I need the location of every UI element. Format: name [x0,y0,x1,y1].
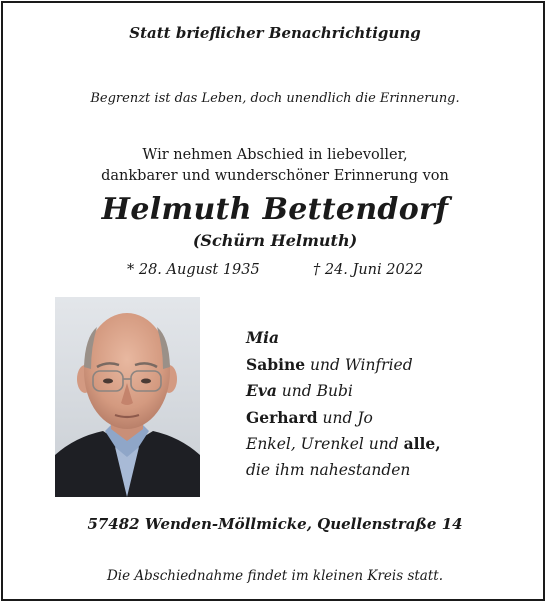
death-date: † 24. Juni 2022 [313,262,424,278]
mourner-row-grandchildren [246,431,441,458]
portrait-photo [55,297,200,497]
intro-text [0,145,550,187]
birth-date: * 28. August 1935 [127,262,260,278]
deceased-name: Helmuth Bettendorf [101,192,449,227]
portrait-illustration [55,297,200,497]
mourner-gerhard: Gerhard [246,407,318,427]
mourners-list [246,325,441,483]
mourner-row-mia [246,325,441,352]
deceased-alias: (Schürn Helmuth) [192,231,358,250]
mourner-row-sabine [246,352,441,379]
closing-note: Die Abschiednahme findet im kleinen Kreis statt. [106,568,443,584]
motto-line: Begrenzt ist das Leben, doch unendlich die Erinnerung. [90,91,460,106]
mourner-mia: Mia [246,328,280,347]
mourner-all: alle, [403,434,441,453]
mourner-row-eva [246,378,441,405]
mourner-sabine: Sabine [246,354,306,374]
intro-line-1: Wir nehmen Abschied in liebevoller, [142,147,408,163]
mourner-row-close-ones [246,458,441,484]
intro-line-2: dankbarer und wunderschöner Erinnerung von [101,168,449,184]
mourner-eva: Eva [246,381,277,400]
mourner-gerhard-partner: und Jo [317,408,373,427]
mourner-sabine-partner: und Winfried [305,355,413,374]
notice-header: Statt brieflicher Benachrichtigung [129,24,421,42]
mourner-grandchildren: Enkel, Urenkel und [246,435,404,453]
mourner-row-gerhard [246,405,441,432]
mourner-eva-partner: und Bubi [276,382,353,400]
family-address: 57482 Wenden-Möllmicke, Quellenstraße 14 [87,515,463,533]
mourner-close-ones: die ihm nahestanden [246,460,411,479]
